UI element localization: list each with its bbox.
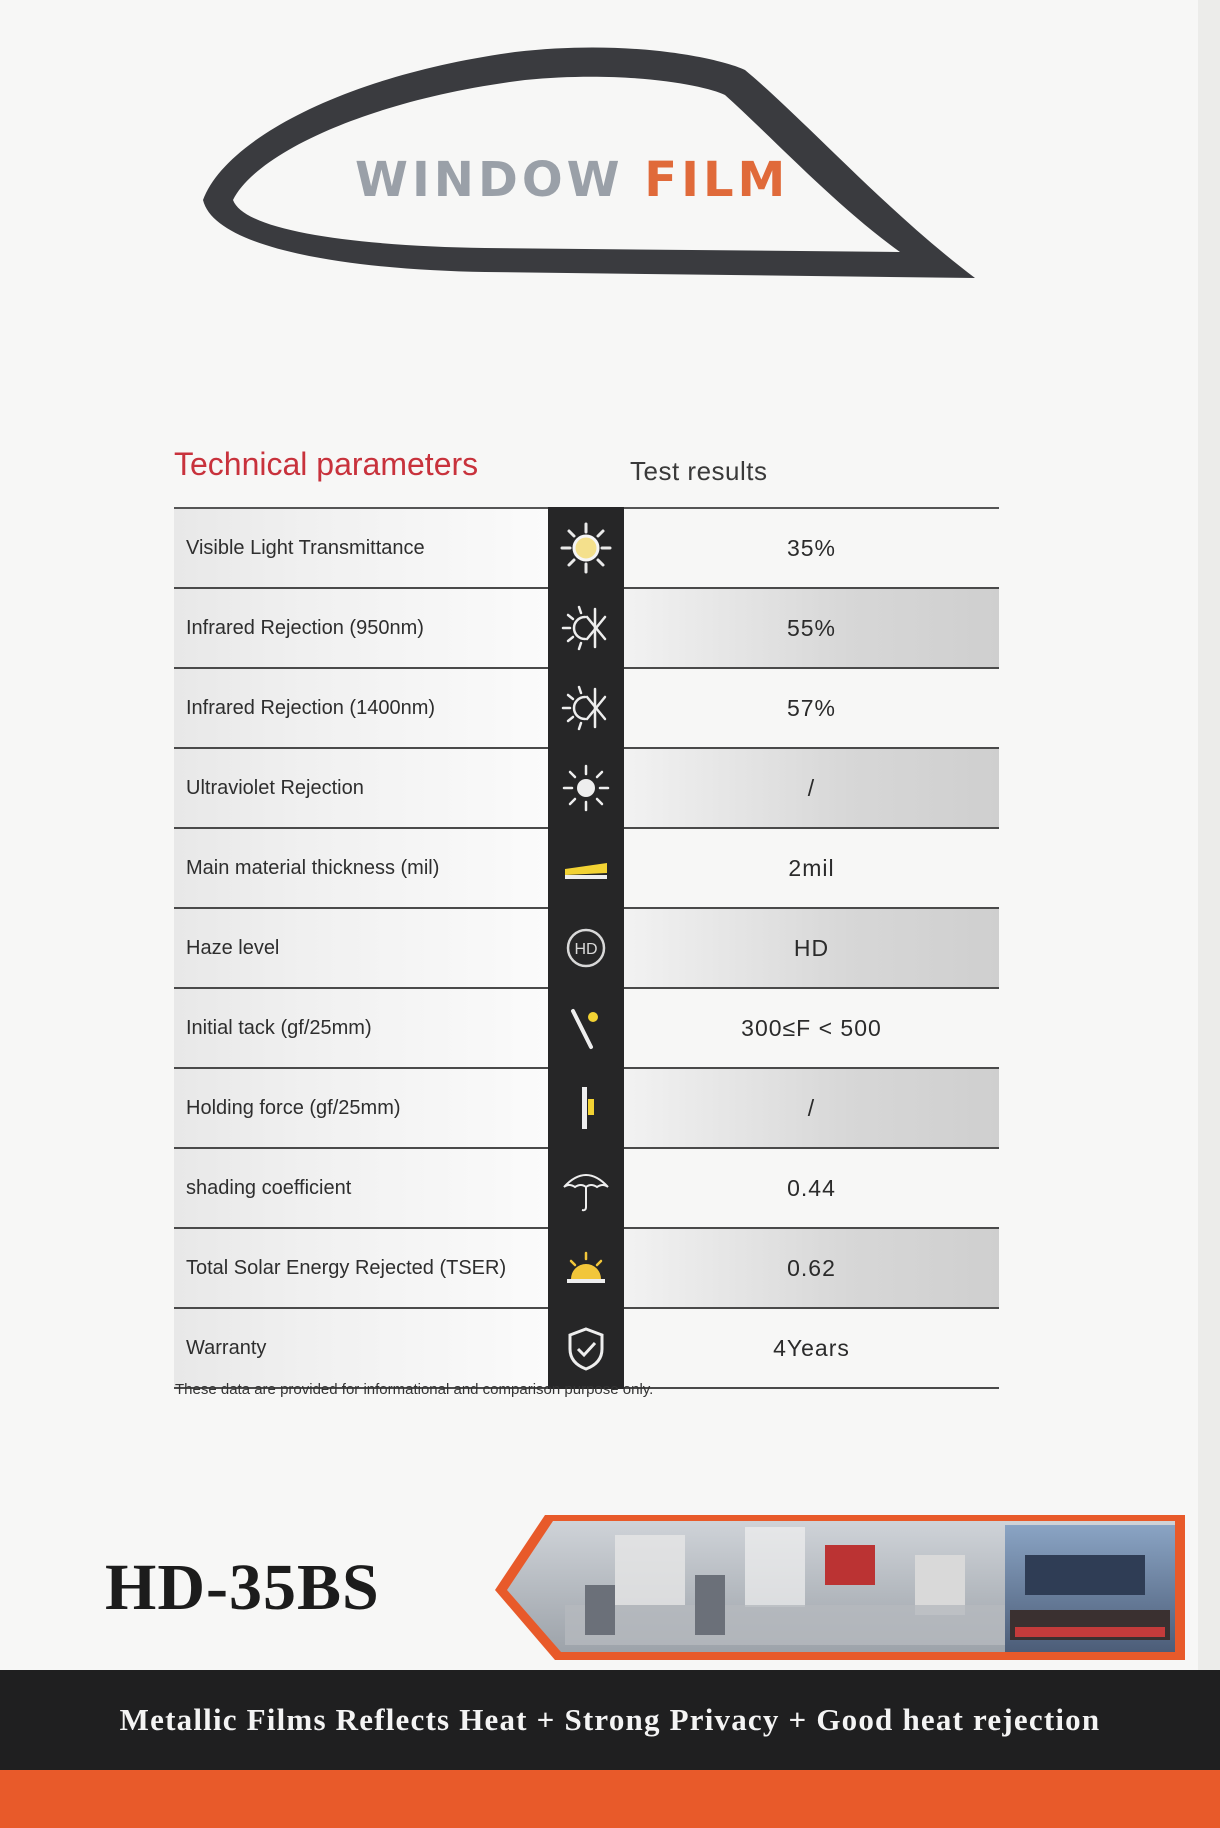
spec-table [174,507,999,1389]
tack-icon [548,987,624,1069]
row-value: 0.44 [787,1174,836,1201]
row-label: Ultraviolet Rejection [174,749,548,827]
hd-icon [548,907,624,989]
row-value: / [624,749,999,827]
row-value: 2mil [788,854,835,881]
table-row [174,989,999,1069]
table-row [174,1229,999,1309]
disclaimer-note: These data are provided for informational and comparison purpose only. [175,1381,654,1398]
tagline-band [0,1670,1220,1770]
row-value: 57% [786,694,837,721]
row-label: Infrared Rejection (950nm) [174,589,548,667]
model-name: HD-35BS [105,1551,380,1624]
table-row [174,1069,999,1149]
tagline: Metallic Films Reflects Heat + Strong Privacy + Good heat rejection [119,1702,1101,1737]
logo-word-film: FILM [644,152,790,208]
row-label: Warranty [174,1309,548,1387]
holding-icon [548,1067,624,1149]
sun-rays-icon [548,747,624,829]
row-label: Holding force (gf/25mm) [174,1069,548,1147]
table-row [174,909,999,989]
page-edge [1198,0,1220,1828]
table-row [174,589,999,669]
logo-word-window: WINDOW [355,152,624,208]
row-label: Infrared Rejection (1400nm) [174,669,548,747]
row-value: 55% [624,589,999,667]
factory-photos-banner [495,1515,1185,1660]
table-row [174,829,999,909]
sunset-icon [548,1227,624,1309]
thickness-icon [548,827,624,909]
shield-check-icon [548,1307,624,1389]
table-row [174,1149,999,1229]
orange-footer-band [0,1770,1220,1828]
row-label: Total Solar Energy Rejected (TSER) [174,1229,548,1307]
row-label: Visible Light Transmittance [174,509,548,587]
row-value: HD [624,909,999,987]
logo-text [355,152,789,208]
row-label: shading coefficient [174,1149,548,1227]
row-value: 35% [786,534,837,561]
row-value: / [624,1069,999,1147]
row-value: 0.62 [624,1229,999,1307]
row-label: Main material thickness (mil) [174,829,548,907]
table-row [174,1309,999,1389]
row-value: 4Years [773,1334,850,1361]
table-row [174,509,999,589]
svg-text:HD: HD [574,941,598,958]
test-results-heading: Test results [630,456,768,486]
sun-snow-icon [548,587,624,669]
row-label: Initial tack (gf/25mm) [174,989,548,1067]
sun-icon [548,507,624,589]
umbrella-icon [548,1147,624,1229]
table-row [174,749,999,829]
row-value: 300≤F < 500 [741,1014,882,1041]
row-label: Haze level [174,909,548,987]
table-row [174,669,999,749]
technical-parameters-heading: Technical parameters [174,446,479,482]
sun-snow-icon [548,667,624,749]
